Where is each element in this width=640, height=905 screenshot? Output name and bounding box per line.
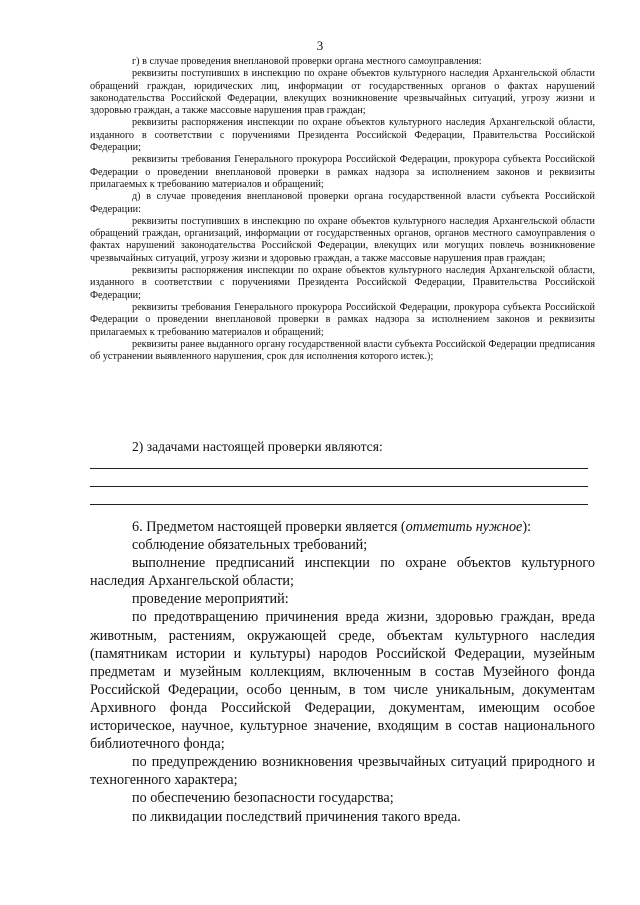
subject-item: по предупреждению возникновения чрезвычайных ситуаций природного и техногенного характера; (90, 754, 595, 789)
subject-item: проведение мероприятий: (132, 591, 289, 608)
paragraph: г) в случае проведения внеплановой проверки органа местного самоуправления: (132, 56, 482, 67)
fill-in-line (90, 504, 588, 505)
fill-in-line (90, 486, 588, 487)
paragraph: реквизиты ранее выданного органу государственной власти субъекта Российской Федерации предписания об устранении выявленного нарушения, срок для исполнения которого истек.); (90, 338, 595, 363)
subject-heading-text: 6. Предметом настоящей проверки является ( (132, 519, 406, 535)
paragraph: реквизиты требования Генерального прокурора Российской Федерации, прокурора субъекта Российской Федерации о проведении внеплановой проверки в рамках надзора за исполнением законов и реквизиты прилагаемых к требованию материалов и обращений; (90, 301, 595, 338)
subject-heading-italic: отметить нужное (405, 519, 523, 535)
subject-heading-end: ): (522, 519, 532, 535)
subject-heading (90, 518, 595, 536)
subject-item: соблюдение обязательных требований; (132, 537, 368, 554)
subject-item: по ликвидации последствий причинения такого вреда. (132, 808, 461, 825)
fill-in-line (90, 468, 588, 469)
inspection-grounds-block (90, 56, 595, 363)
paragraph: реквизиты распоряжения инспекции по охране объектов культурного наследия Архангельской области, изданного в соответствии с поручениями Президента Российской Федерации, Правительства Российской Федерации; (90, 265, 595, 301)
tasks-heading: 2) задачами настоящей проверки являются: (132, 439, 383, 454)
paragraph: реквизиты требования Генерального прокурора Российской Федерации, прокурора субъекта Российской Федерации о проведении внеплановой проверки в рамках надзора за исполнением законов и реквизиты прилагаемых к требованию материалов и обращений; (90, 154, 595, 190)
subject-section (90, 518, 595, 826)
paragraph: реквизиты поступивших в инспекцию по охране объектов культурного наследия Архангельской области обращений граждан, организаций, информации от государственных органов, органов местного самоуправления о фактах нарушений законодательства Российской Федерации, влекущих или могущих повлечь возникновение чрезвычайных ситуаций, угрозу жизни и здоровью граждан, а также массовые нарушения прав граждан; (90, 215, 595, 264)
paragraph: д) в случае проведения внеплановой проверки органа государственной власти субъекта Российской Федерации: (90, 191, 595, 215)
paragraph: реквизиты поступивших в инспекцию по охране объектов культурного наследия Архангельской области обращений граждан, юридических лиц, информации от государственных органов о фактах нарушений законодательства Российской Федерации, влекущих возникновение чрезвычайных ситуаций, угрозу жизни и здоровью граждан, а также массовые нарушения прав граждан; (90, 68, 595, 117)
subject-item: выполнение предписаний инспекции по охране объектов культурного наследия Архангельской области; (90, 555, 595, 590)
tasks-section (90, 438, 595, 455)
subject-item: по предотвращению причинения вреда жизни, здоровью граждан, вреда животным, растениям, окружающей среде, объектам культурного наследия (памятникам истории и культуры) народов Российской Федерации, музейным предметам и музейным коллекциям, включенным в состав Музейного фонда Российской Федерации, особо ценным, в том числе уникальным, документам Архивного фонда Российской Федерации, документам, имеющим особое историческое, научное, культурное значение, входящим в состав национального библиотечного фонда; (90, 609, 595, 753)
subject-item: по обеспечению безопасности государства; (132, 790, 394, 807)
page-number: 3 (316, 38, 324, 53)
paragraph: реквизиты распоряжения инспекции по охране объектов культурного наследия Архангельской области, изданного в соответствии с поручениями Президента Российской Федерации, Правительства Российской Федерации; (90, 117, 595, 154)
